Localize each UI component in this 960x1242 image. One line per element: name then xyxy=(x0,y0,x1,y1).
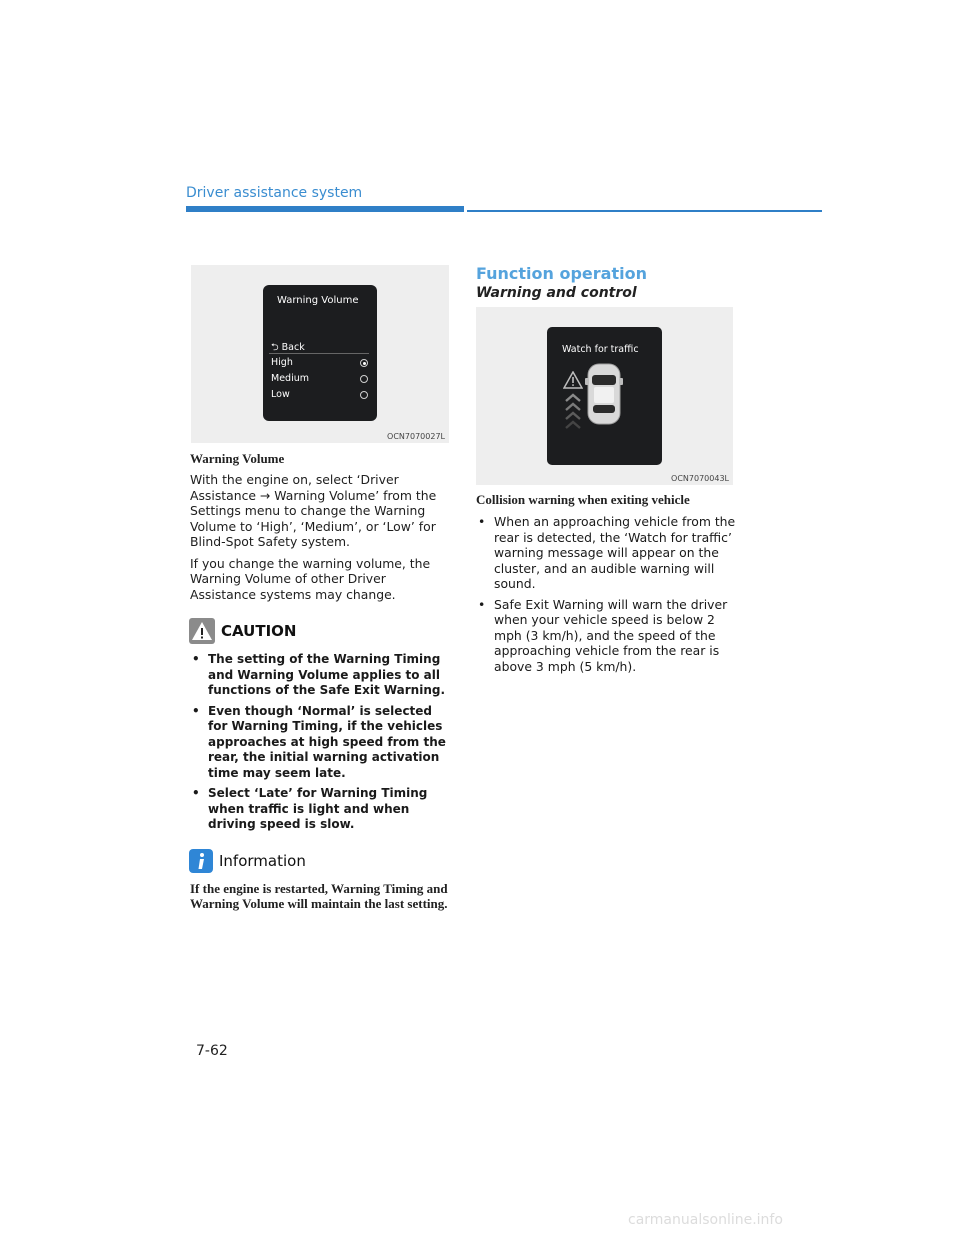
screen-title: Warning Volume xyxy=(277,295,359,306)
caution-title: CAUTION xyxy=(221,622,297,640)
radio-high-icon xyxy=(360,359,368,367)
screen-title: Watch for traffic xyxy=(562,344,639,355)
caution-item: • Select ‘Late’ for Warning Timing when traffic is light and when driving speed is slow. xyxy=(192,786,428,831)
left-column xyxy=(190,451,450,911)
caution-item: • The setting of the Warning Timing and Warning Volume applies to all functions of the Safe Exit Warning. xyxy=(192,652,446,697)
collision-warning-heading: Collision warning when exiting vehicle xyxy=(476,492,690,507)
header-rule-thick xyxy=(186,206,464,212)
radio-low-icon xyxy=(360,391,368,399)
caution-header xyxy=(190,618,450,644)
back-label: Back xyxy=(281,342,305,353)
figure-watch-for-traffic xyxy=(476,307,733,485)
approach-chevrons-icon xyxy=(564,393,582,433)
warning-control-subtitle: Warning and control xyxy=(476,285,637,301)
figure-code: OCN7070043L xyxy=(671,474,729,483)
list-item: • Safe Exit Warning will warn the driver when your vehicle speed is below 2 mph (3 km/h), and the speed of the approaching vehicle from the rear is above 3 mph (5 km/h). xyxy=(478,596,728,674)
option-medium-label: Medium xyxy=(271,373,309,384)
figure-warning-volume xyxy=(191,265,449,443)
caution-triangle-icon xyxy=(189,618,215,644)
radio-medium-icon xyxy=(360,375,368,383)
function-operation-title: Function operation xyxy=(476,264,647,283)
back-arrow-icon: ⮌ xyxy=(271,342,279,353)
paragraph: With the engine on, select ‘Driver Assistance → Warning Volume’ from the Settings menu to change the Warning Volume to ‘High’, ‘Medium’, or ‘Low’ for Blind-Spot Safety system. xyxy=(190,472,437,549)
right-column xyxy=(476,492,736,679)
watermark: carmanualsonline.info xyxy=(628,1212,783,1228)
header-rule-thin xyxy=(467,210,822,212)
figure-code: OCN7070027L xyxy=(387,432,445,441)
info-title: Information xyxy=(219,851,306,870)
paragraph: If you change the warning volume, the Warning Volume of other Driver Assistance systems may change. xyxy=(190,555,431,602)
page-number: 7-62 xyxy=(196,1043,228,1059)
menu-separator xyxy=(269,353,369,354)
cluster-screen xyxy=(263,285,377,421)
cluster-screen xyxy=(547,327,662,465)
info-text: If the engine is restarted, Warning Timing and Warning Volume will maintain the last setting. xyxy=(190,880,448,911)
option-low-label: Low xyxy=(271,389,290,400)
section-header: Driver assistance system xyxy=(186,185,363,201)
car-top-view-icon xyxy=(585,362,623,426)
caution-item: • Even though ‘Normal’ is selected for Warning Timing, if the vehicles approaches at high speed from the rear, the initial warning activation time may seem late. xyxy=(192,703,446,780)
list-item: • When an approaching vehicle from the rear is detected, the ‘Watch for traffic’ warning message will appear on the cluster, and an audible warning will sound. xyxy=(478,514,736,591)
info-icon xyxy=(189,849,213,873)
info-header xyxy=(190,849,450,873)
option-high-label: High xyxy=(271,357,293,368)
warning-triangle-icon xyxy=(563,371,583,389)
warning-volume-heading: Warning Volume xyxy=(190,451,285,466)
